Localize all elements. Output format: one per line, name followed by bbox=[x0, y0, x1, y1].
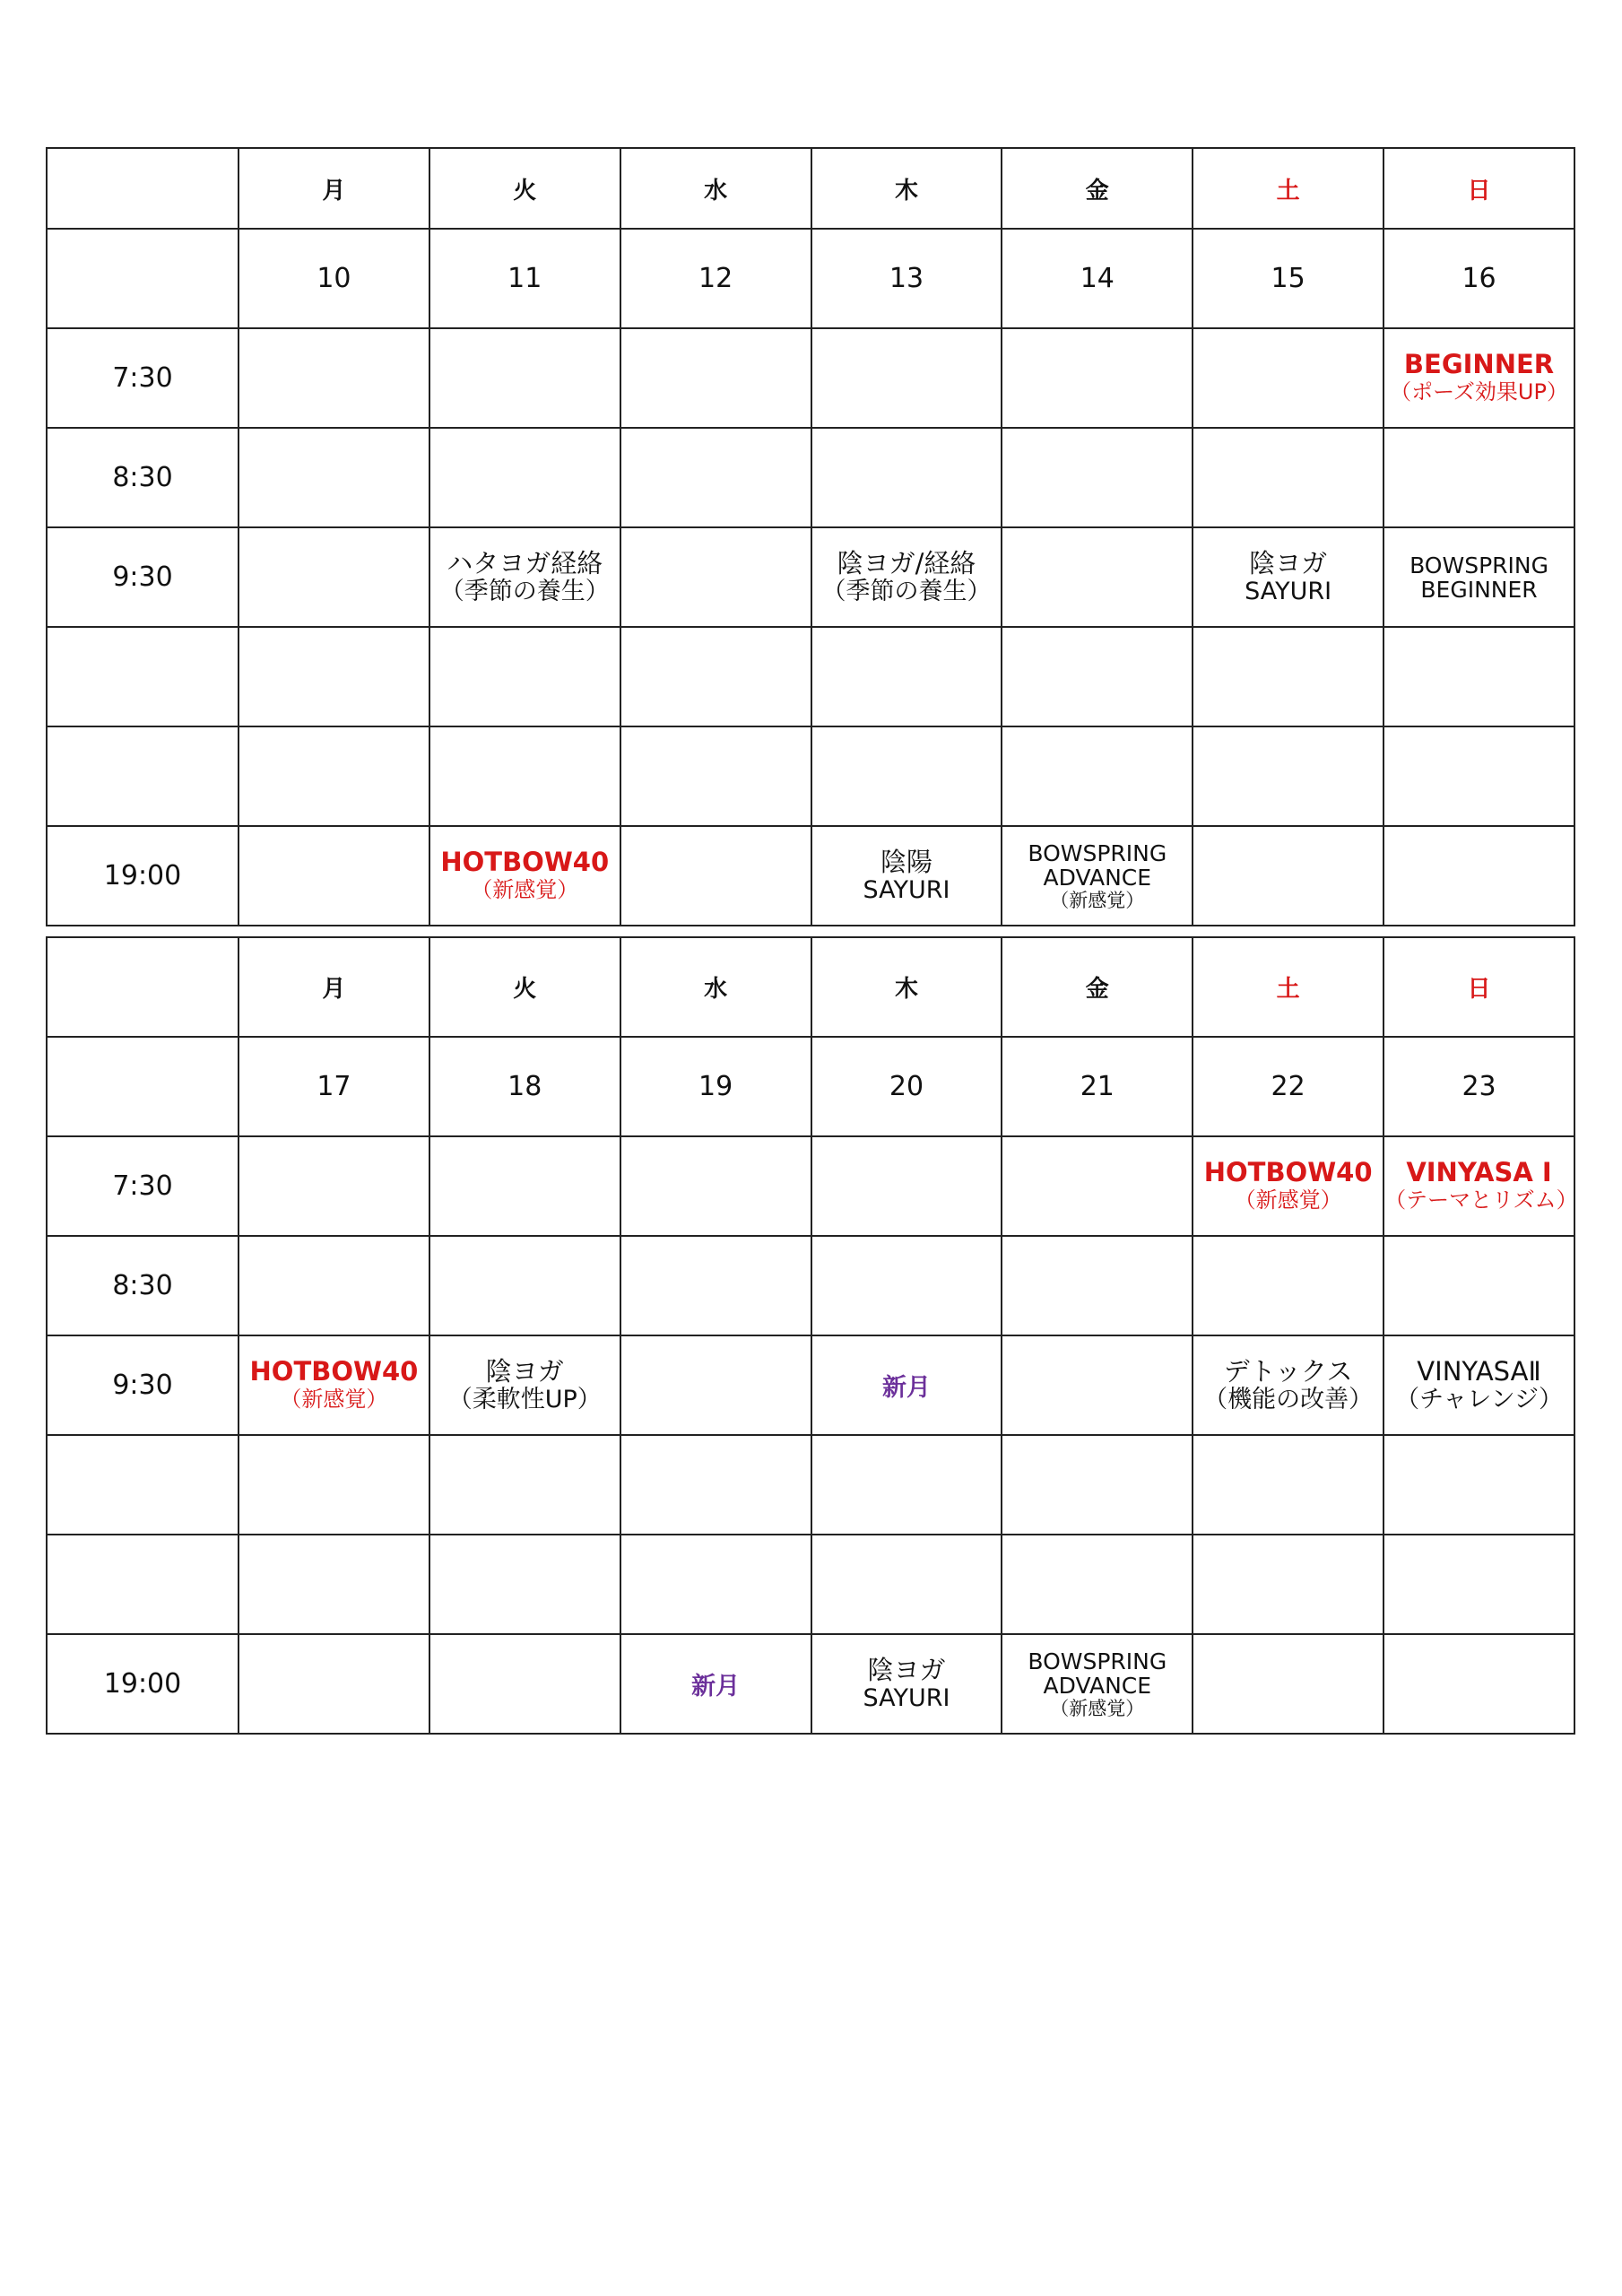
date-cell: 10 bbox=[239, 229, 429, 328]
empty-slot bbox=[1383, 627, 1574, 726]
day-header-wed: 水 bbox=[620, 937, 811, 1037]
empty-slot bbox=[1002, 1335, 1193, 1435]
day-header-wed: 水 bbox=[620, 148, 811, 229]
class-name: 新月 bbox=[881, 1374, 931, 1402]
empty-slot bbox=[1002, 328, 1193, 428]
class-name: 陰ヨガ bbox=[867, 1654, 946, 1685]
class-name: ハタヨガ経絡 bbox=[447, 547, 603, 578]
day-header-sat: 土 bbox=[1193, 937, 1383, 1037]
day-header-row bbox=[47, 937, 1574, 1037]
empty-slot bbox=[811, 1136, 1002, 1236]
empty-slot bbox=[429, 1634, 620, 1734]
empty-slot bbox=[429, 1535, 620, 1634]
class-name: VINYASA I bbox=[1406, 1156, 1552, 1187]
time-row-blank-1 bbox=[47, 1435, 1574, 1535]
empty-slot bbox=[811, 1535, 1002, 1634]
empty-slot bbox=[1193, 1435, 1383, 1535]
class-note: SAYURI bbox=[863, 875, 950, 904]
class-name: デトックス bbox=[1223, 1355, 1353, 1387]
day-header-row bbox=[47, 148, 1574, 229]
empty-slot bbox=[239, 726, 429, 826]
empty-slot bbox=[1002, 1136, 1193, 1236]
empty-slot bbox=[1002, 1435, 1193, 1535]
time-label: 8:30 bbox=[47, 428, 239, 527]
empty-slot bbox=[811, 726, 1002, 826]
class-name: 陰ヨガ bbox=[1249, 547, 1328, 578]
class-name: 陰陽 bbox=[880, 846, 932, 877]
date-row bbox=[47, 229, 1574, 328]
class-slot[interactable] bbox=[1383, 328, 1574, 428]
empty-slot bbox=[429, 428, 620, 527]
empty-slot bbox=[1002, 1236, 1193, 1335]
time-label: 8:30 bbox=[47, 1236, 239, 1335]
time-row-blank-2 bbox=[47, 726, 1574, 826]
class-slot[interactable] bbox=[811, 527, 1002, 627]
time-label: 7:30 bbox=[47, 1136, 239, 1236]
empty-slot bbox=[239, 527, 429, 627]
class-note: （新感覚） bbox=[1050, 1697, 1145, 1719]
class-slot[interactable] bbox=[1193, 1335, 1383, 1435]
empty-slot bbox=[239, 328, 429, 428]
time-label bbox=[47, 726, 239, 826]
class-name: HOTBOW40 bbox=[249, 1355, 419, 1387]
empty-slot bbox=[239, 1634, 429, 1734]
empty-slot bbox=[429, 1435, 620, 1535]
class-name: 新月 bbox=[691, 1673, 741, 1700]
empty-slot bbox=[620, 627, 811, 726]
empty-slot bbox=[1383, 826, 1574, 926]
date-cell: 22 bbox=[1193, 1037, 1383, 1136]
empty-slot bbox=[239, 1136, 429, 1236]
empty-slot bbox=[1193, 726, 1383, 826]
time-label: 7:30 bbox=[47, 328, 239, 428]
day-header-fri: 金 bbox=[1002, 937, 1193, 1037]
empty-slot bbox=[429, 328, 620, 428]
class-note: （柔軟性UP） bbox=[447, 1385, 602, 1413]
corner-cell bbox=[47, 937, 239, 1037]
date-cell: 13 bbox=[811, 229, 1002, 328]
date-cell: 11 bbox=[429, 229, 620, 328]
day-header-tue: 火 bbox=[429, 937, 620, 1037]
class-note: （新感覚） bbox=[280, 1386, 388, 1412]
empty-slot bbox=[620, 1236, 811, 1335]
date-cell: 21 bbox=[1002, 1037, 1193, 1136]
date-cell: 17 bbox=[239, 1037, 429, 1136]
empty-slot bbox=[1193, 1634, 1383, 1734]
empty-slot bbox=[239, 627, 429, 726]
class-note: （機能の改善） bbox=[1203, 1385, 1374, 1413]
date-cell: 23 bbox=[1383, 1037, 1574, 1136]
empty-slot bbox=[429, 1136, 620, 1236]
class-slot[interactable] bbox=[1002, 1634, 1193, 1734]
class-slot[interactable] bbox=[811, 1634, 1002, 1734]
class-slot-new-moon[interactable] bbox=[811, 1335, 1002, 1435]
class-name: 陰ヨガ/経絡 bbox=[837, 547, 976, 578]
class-slot[interactable] bbox=[1002, 826, 1193, 926]
class-note: BEGINNER bbox=[1420, 576, 1538, 603]
date-cell: 19 bbox=[620, 1037, 811, 1136]
class-slot[interactable] bbox=[1383, 1136, 1578, 1236]
empty-slot bbox=[1193, 428, 1383, 527]
class-slot[interactable] bbox=[429, 527, 620, 627]
time-row-830 bbox=[47, 1236, 1574, 1335]
class-slot[interactable] bbox=[1383, 527, 1574, 627]
empty-slot bbox=[1193, 1236, 1383, 1335]
day-header-thu: 木 bbox=[811, 937, 1002, 1037]
empty-slot bbox=[1383, 1634, 1574, 1734]
class-slot[interactable] bbox=[429, 826, 620, 926]
date-corner-cell bbox=[47, 229, 239, 328]
time-row-830 bbox=[47, 428, 1574, 527]
day-header-thu: 木 bbox=[811, 148, 1002, 229]
class-slot[interactable] bbox=[239, 1335, 429, 1435]
empty-slot bbox=[1002, 428, 1193, 527]
empty-slot bbox=[620, 328, 811, 428]
empty-slot bbox=[1383, 726, 1574, 826]
empty-slot bbox=[429, 627, 620, 726]
empty-slot bbox=[811, 627, 1002, 726]
class-name: BOWSPRING bbox=[1028, 839, 1167, 866]
date-cell: 12 bbox=[620, 229, 811, 328]
day-header-sun: 日 bbox=[1383, 937, 1574, 1037]
empty-slot bbox=[429, 1236, 620, 1335]
empty-slot bbox=[1193, 627, 1383, 726]
time-row-1900 bbox=[47, 1634, 1574, 1734]
class-level: ADVANCE bbox=[1043, 864, 1152, 891]
date-cell: 16 bbox=[1383, 229, 1574, 328]
class-note: （季節の養生） bbox=[821, 577, 992, 605]
day-header-tue: 火 bbox=[429, 148, 620, 229]
class-note: （テーマとリズム） bbox=[1384, 1187, 1578, 1213]
empty-slot bbox=[239, 1435, 429, 1535]
empty-slot bbox=[1002, 527, 1193, 627]
time-row-blank-2 bbox=[47, 1535, 1574, 1634]
class-note: （新感覚） bbox=[471, 876, 579, 902]
day-header-mon: 月 bbox=[239, 937, 429, 1037]
class-name: BOWSPRING bbox=[1028, 1648, 1167, 1674]
time-row-blank-1 bbox=[47, 627, 1574, 726]
class-note: （新感覚） bbox=[1234, 1187, 1342, 1213]
class-note: SAYURI bbox=[863, 1683, 950, 1712]
class-note: （チャレンジ） bbox=[1395, 1385, 1563, 1413]
class-slot[interactable] bbox=[429, 1335, 620, 1435]
empty-slot bbox=[811, 1435, 1002, 1535]
schedule-week-2 bbox=[46, 936, 1578, 1735]
date-cell: 14 bbox=[1002, 229, 1193, 328]
empty-slot bbox=[1002, 726, 1193, 826]
class-note: （ポーズ効果UP） bbox=[1390, 378, 1568, 404]
date-corner-cell bbox=[47, 1037, 239, 1136]
class-slot-new-moon[interactable] bbox=[620, 1634, 811, 1734]
empty-slot bbox=[620, 1136, 811, 1236]
class-note: （新感覚） bbox=[1050, 889, 1145, 911]
empty-slot bbox=[620, 428, 811, 527]
empty-slot bbox=[811, 328, 1002, 428]
empty-slot bbox=[239, 1535, 429, 1634]
class-name: 陰ヨガ bbox=[485, 1355, 564, 1387]
class-name: BOWSPRING bbox=[1409, 552, 1548, 578]
empty-slot bbox=[620, 826, 811, 926]
empty-slot bbox=[1002, 627, 1193, 726]
time-row-930 bbox=[47, 1335, 1574, 1435]
class-note: （季節の養生） bbox=[439, 577, 610, 605]
day-header-mon: 月 bbox=[239, 148, 429, 229]
time-label: 19:00 bbox=[47, 1634, 239, 1734]
empty-slot bbox=[1193, 1535, 1383, 1634]
time-row-730 bbox=[47, 328, 1574, 428]
date-cell: 15 bbox=[1193, 229, 1383, 328]
schedule-week-1 bbox=[46, 147, 1575, 926]
empty-slot bbox=[1383, 1236, 1574, 1335]
class-name: HOTBOW40 bbox=[440, 846, 610, 877]
class-level: ADVANCE bbox=[1043, 1672, 1152, 1699]
class-slot[interactable] bbox=[1193, 527, 1383, 627]
empty-slot bbox=[811, 1236, 1002, 1335]
day-header-fri: 金 bbox=[1002, 148, 1193, 229]
empty-slot bbox=[1383, 1435, 1574, 1535]
time-label: 19:00 bbox=[47, 826, 239, 926]
day-header-sun: 日 bbox=[1383, 148, 1574, 229]
class-name: BEGINNER bbox=[1403, 348, 1555, 379]
class-name: HOTBOW40 bbox=[1203, 1156, 1373, 1187]
date-cell: 18 bbox=[429, 1037, 620, 1136]
corner-cell bbox=[47, 148, 239, 229]
day-header-sat: 土 bbox=[1193, 148, 1383, 229]
empty-slot bbox=[1193, 826, 1383, 926]
empty-slot bbox=[1383, 1535, 1574, 1634]
date-row bbox=[47, 1037, 1574, 1136]
class-name: VINYASAⅡ bbox=[1417, 1355, 1541, 1387]
time-row-930 bbox=[47, 527, 1574, 627]
class-slot[interactable] bbox=[811, 826, 1002, 926]
time-row-1900 bbox=[47, 826, 1574, 926]
time-label: 9:30 bbox=[47, 1335, 239, 1435]
empty-slot bbox=[620, 1535, 811, 1634]
empty-slot bbox=[239, 826, 429, 926]
time-label bbox=[47, 1535, 239, 1634]
class-note: SAYURI bbox=[1245, 577, 1332, 605]
time-row-730 bbox=[47, 1136, 1574, 1236]
empty-slot bbox=[239, 1236, 429, 1335]
date-cell: 20 bbox=[811, 1037, 1002, 1136]
empty-slot bbox=[1193, 328, 1383, 428]
class-slot[interactable] bbox=[1193, 1136, 1383, 1236]
empty-slot bbox=[620, 1435, 811, 1535]
empty-slot bbox=[1002, 1535, 1193, 1634]
empty-slot bbox=[620, 1335, 811, 1435]
time-label bbox=[47, 1435, 239, 1535]
empty-slot bbox=[239, 428, 429, 527]
empty-slot bbox=[620, 726, 811, 826]
empty-slot bbox=[620, 527, 811, 627]
time-label bbox=[47, 627, 239, 726]
class-slot[interactable] bbox=[1383, 1335, 1574, 1435]
empty-slot bbox=[429, 726, 620, 826]
empty-slot bbox=[811, 428, 1002, 527]
empty-slot bbox=[1383, 428, 1574, 527]
time-label: 9:30 bbox=[47, 527, 239, 627]
